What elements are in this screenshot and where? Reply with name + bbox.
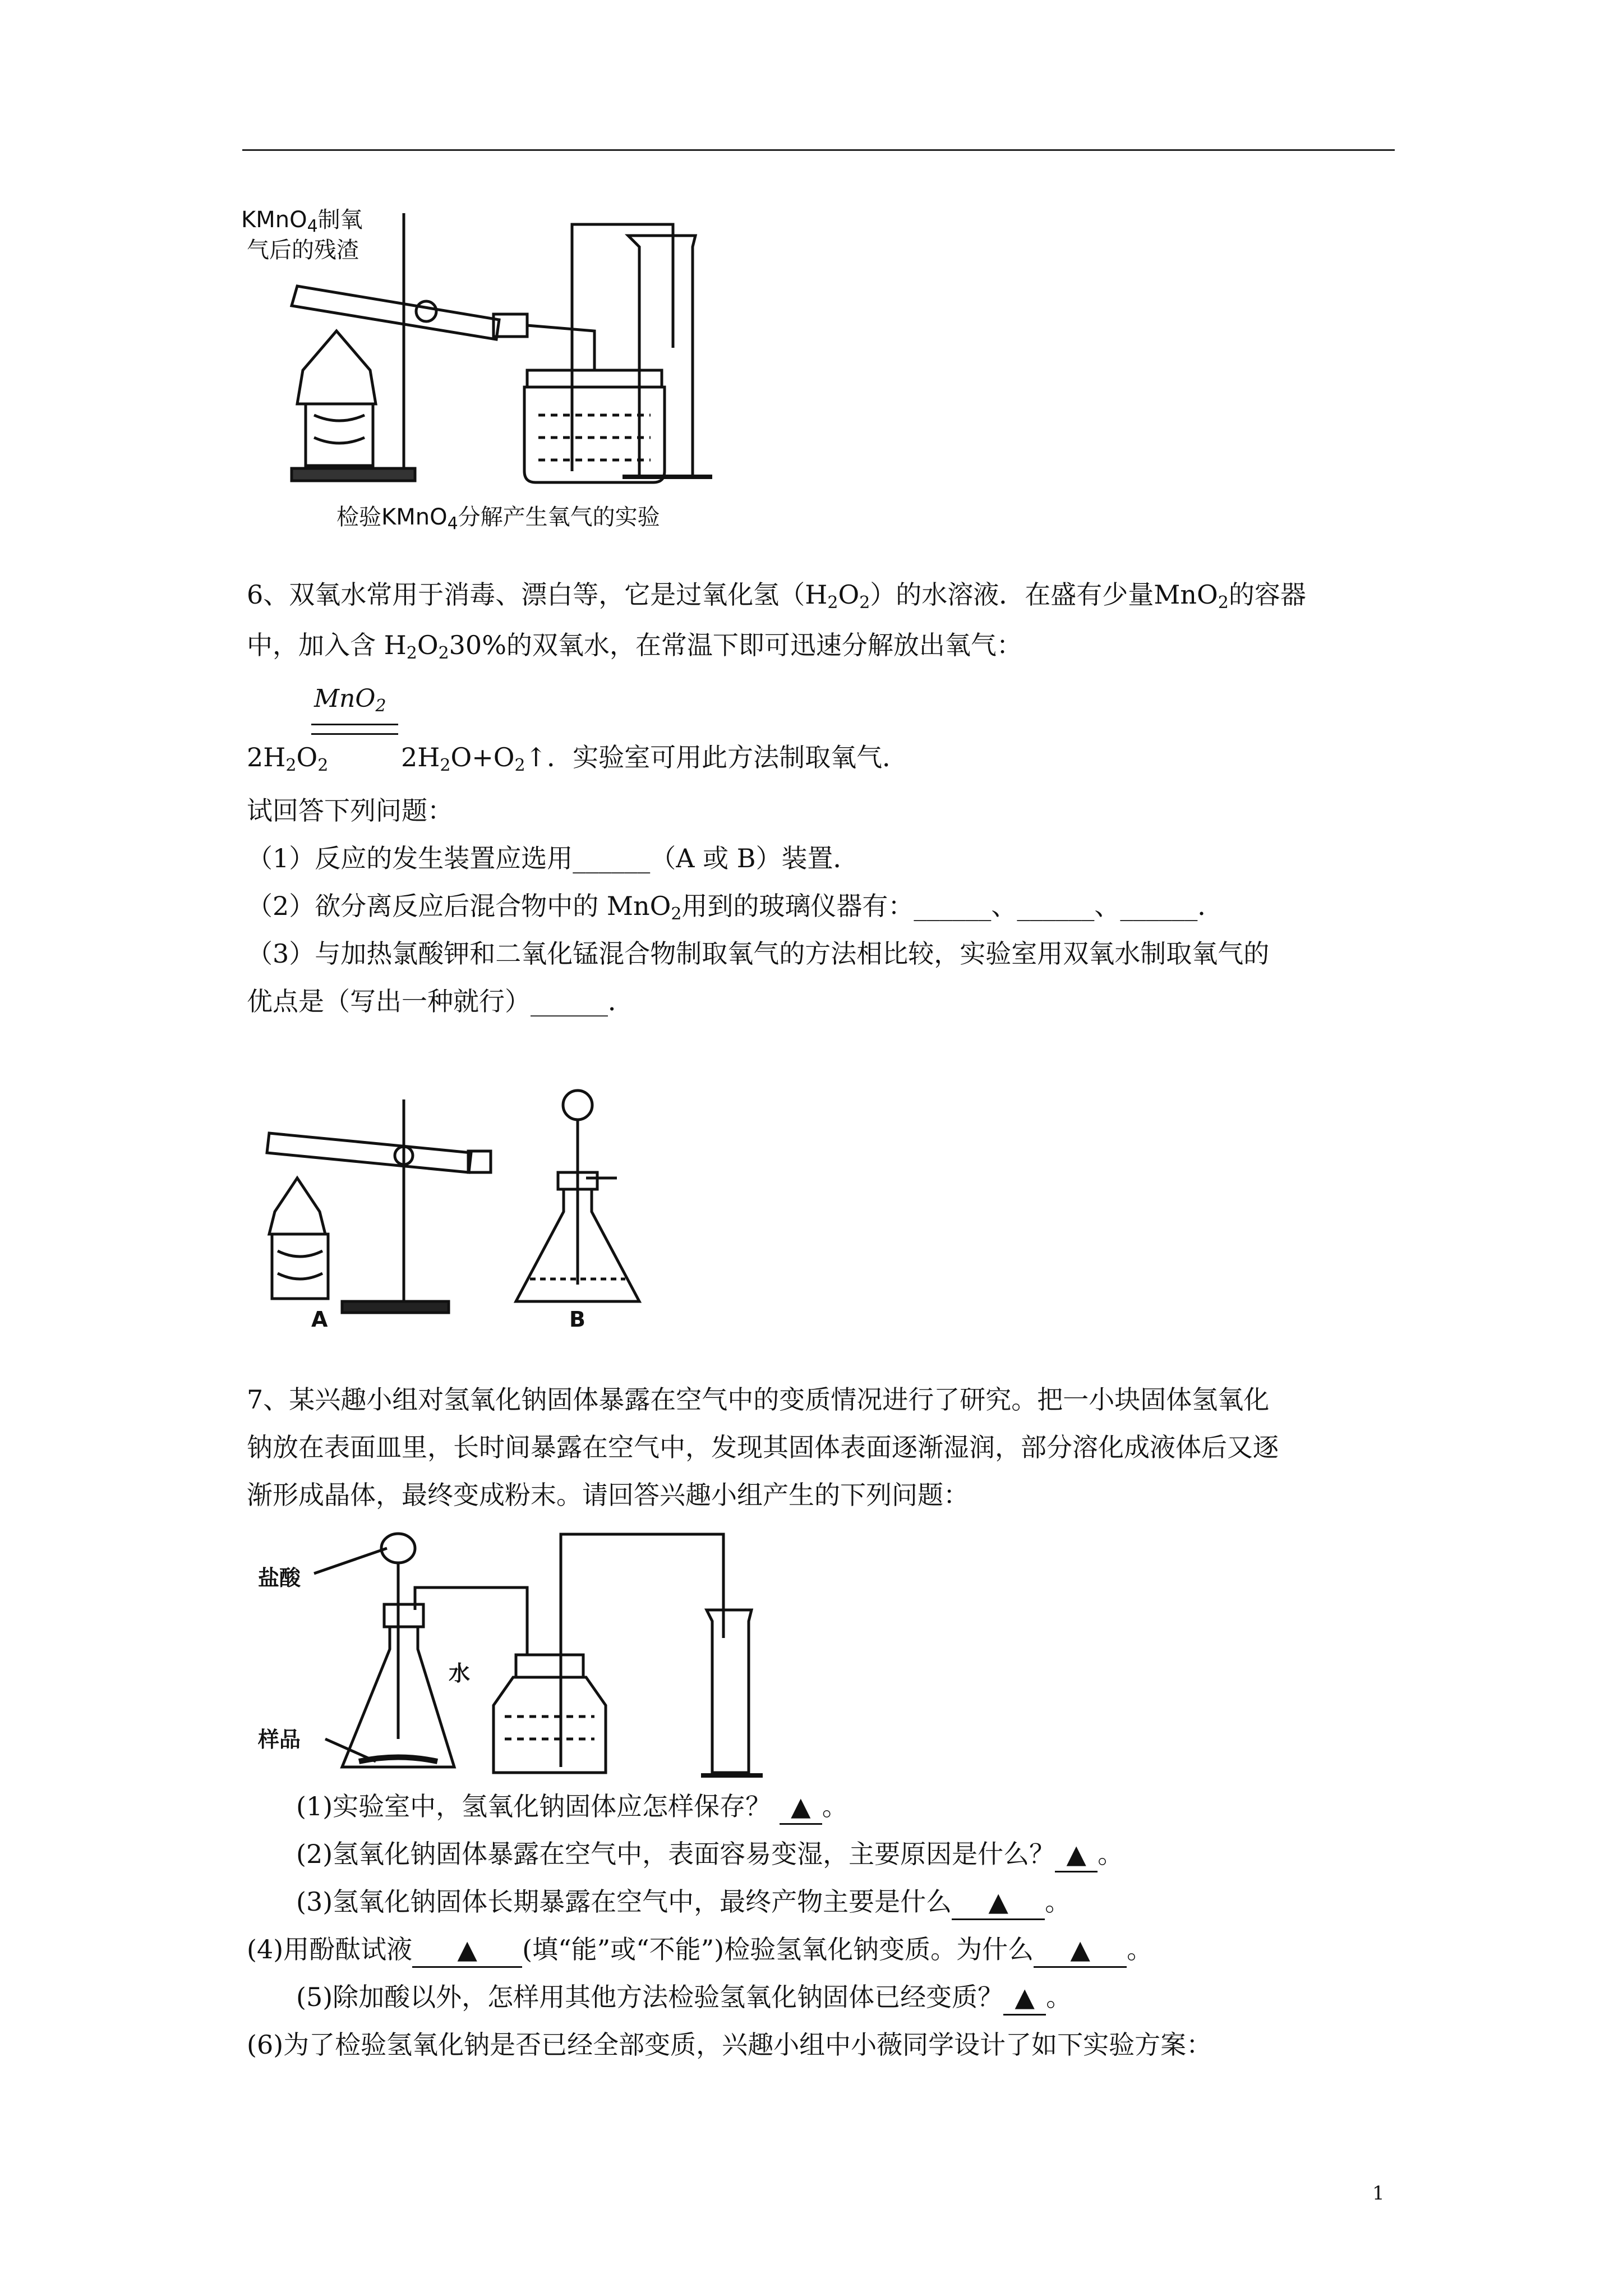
q7-sub-4 [247,1932,1152,1968]
q7-text: 。 [1098,1839,1124,1869]
equals-sign [311,724,398,735]
subscript: 2 [317,756,329,775]
q6-text: O [838,579,860,610]
q7-sub-3 [296,1885,1071,1920]
subscript: 2 [671,904,682,924]
q6-line-1 [247,578,1306,620]
fig-label-a: A [311,1307,328,1332]
q7-text: (填“能”或“不能”)检验氢氧化钠变质。为什么 [522,1934,1034,1964]
subscript: 2 [1218,593,1229,613]
q7-text: 。 [822,1791,848,1821]
fig1-label-sub: 4 [307,217,318,236]
kmno4-apparatus-figure [236,202,729,539]
answer-blank[interactable]: ▲ [1055,1837,1098,1872]
fig1-label-residue: 气后的残渣 [247,237,359,263]
q7-text: 。 [1045,1887,1071,1917]
apparatus-ab-drawing [247,1088,651,1335]
eq-text: O [296,742,318,772]
hcl-apparatus-figure [247,1526,785,1784]
subscript: 2 [514,756,525,775]
fig-label-b: B [569,1307,585,1332]
header-rule [242,149,1395,151]
q6-line-2 [247,628,1022,670]
q7-sub-2 [296,1837,1123,1872]
q7-text: (2)氢氧化钠固体暴露在空气中，表面容易变湿，主要原因是什么？ [296,1839,1055,1869]
q6-part-2 [247,889,1223,931]
q6-part-3-line-2: 优点是（写出一种就行）______． [247,986,634,1016]
catalyst-text: MnO [314,684,376,713]
q6-part-3-line-1: （3）与加热氯酸钾和二氧化锰混合物制取氧气的方法相比较，实验室用双氧水制取氧气的 [247,938,1270,969]
q7-sub-5 [296,1980,1072,2016]
q6-text: 中，加入含 H [247,630,407,660]
apparatus-ab-figure [247,1088,651,1335]
eq-text: O+O [450,742,515,772]
page-number: 1 [1372,2182,1385,2205]
answer-blank[interactable]: ▲ [780,1789,822,1825]
q6-prompt: 试回答下列问题： [247,795,453,826]
q6-text: 的容器 [1228,579,1306,610]
q7-text: (5)除加酸以外，怎样用其他方法检验氢氧化钠固体已经变质？ [296,1982,1004,2012]
q7-text: (3)氢氧化钠固体长期暴露在空气中，最终产物主要是什么 [296,1887,952,1917]
answer-blank[interactable]: ▲ [1003,1980,1046,2016]
subscript: 2 [859,593,870,613]
q7-text: (4)用酚酞试液 [247,1934,413,1964]
q6-text: 6、双氧水常用于消毒、漂白等，它是过氧化氢（H [247,579,828,610]
q6-text: 30%的双氧水，在常温下即可迅速分解放出氧气： [449,630,1022,660]
catalyst-label [314,684,386,716]
answer-blank[interactable]: ▲ [1034,1932,1127,1968]
q7-sub-6: (6)为了检验氢氧化钠是否已经全部变质，兴趣小组中小薇同学设计了如下实验方案： [247,2030,1212,2060]
subscript: 2 [375,696,386,716]
q6-equation [247,740,328,783]
subscript: 2 [827,593,838,613]
fig-label-sample: 样品 [258,1727,301,1752]
q6-equation-right [401,740,908,783]
q6-text: 用到的玻璃仪器有：______、______、______． [681,891,1224,921]
hcl-apparatus-drawing [247,1526,785,1784]
fig1-label-kmno4: KMnO [241,207,307,233]
fig1-label-zhiyang: 制氧 [317,207,363,233]
subscript: 2 [285,756,297,775]
fig-label-water: 水 [449,1661,471,1686]
eq-text: 2H [247,742,286,772]
fig-label-hcl: 盐酸 [258,1566,301,1590]
eq-text: 2H [401,742,440,772]
answer-blank[interactable]: ▲ [412,1932,522,1968]
fig1-caption: 检验KMnO [336,504,448,530]
subscript: 2 [438,643,449,663]
q7-line-3: 渐形成晶体，最终变成粉末。请回答兴趣小组产生的下列问题： [247,1480,969,1510]
fig1-caption-sub: 4 [447,514,458,533]
q6-text: （2）欲分离反应后混合物中的 MnO [247,891,671,921]
q6-text: ）的水溶液．在盛有少量MnO [870,579,1218,610]
q7-sub-1 [296,1789,848,1825]
q6-part-1: （1）反应的发生装置应选用______（A 或 B）装置． [247,843,859,873]
q7-line-1: 7、某兴趣小组对氢氧化钠固体暴露在空气中的变质情况进行了研究。把一小块固体氢氧化 [247,1384,1270,1415]
subscript: 2 [406,643,417,663]
q7-text: 。 [1046,1982,1072,2012]
q7-text: 。 [1127,1934,1153,1964]
subscript: 2 [440,756,451,775]
answer-blank[interactable]: ▲ [952,1885,1045,1920]
q7-line-2: 钠放在表面皿里，长时间暴露在空气中，发现其固体表面逐渐湿润，部分溶化成液体后又逐 [247,1432,1279,1462]
eq-text: ↑．实验室可用此方法制取氧气． [525,742,909,772]
q7-text: (1)实验室中，氢氧化钠固体应怎样保存？ [296,1791,772,1821]
fig1-caption-rest: 分解产生氧气的实验 [458,504,660,530]
q6-text: O [417,630,439,660]
